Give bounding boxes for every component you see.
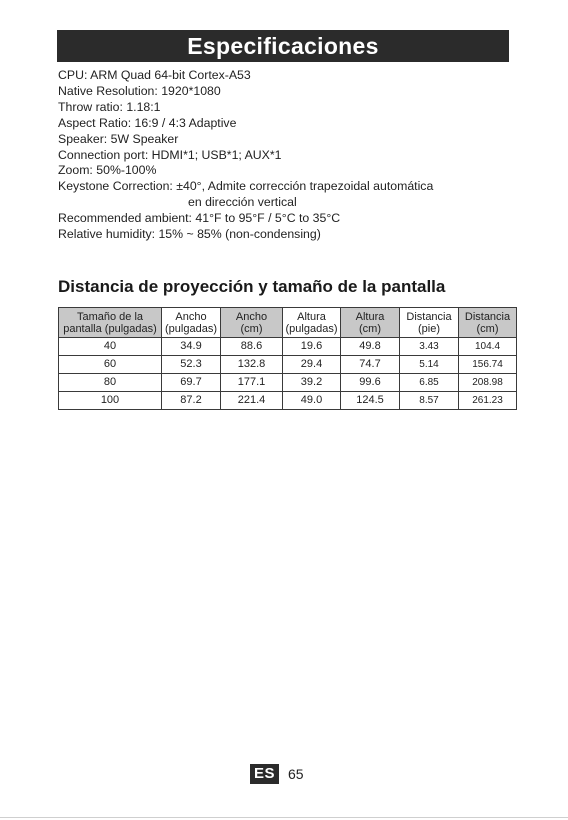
header-screen-size (59, 308, 162, 338)
table-cell: 177.1 (221, 374, 283, 392)
table-row (59, 356, 517, 374)
table-cell: 49.8 (341, 338, 400, 356)
spec-list (58, 68, 538, 243)
table-cell: 74.7 (341, 356, 400, 374)
table-cell: 39.2 (283, 374, 341, 392)
spec-keystone-line1: Keystone Correction: ±40°, Admite corrección trapezoidal automática (58, 179, 434, 194)
header-width-cm (221, 308, 283, 338)
table-cell: 104.4 (459, 338, 517, 356)
header-line: Distancia (406, 310, 452, 323)
table-cell: 8.57 (400, 392, 459, 410)
table-cell: 6.85 (400, 374, 459, 392)
table-cell: 5.14 (400, 356, 459, 374)
table-cell: 99.6 (341, 374, 400, 392)
table-cell: 60 (59, 356, 162, 374)
spec-aspect-ratio: Aspect Ratio: 16:9 / 4:3 Adaptive (58, 115, 237, 130)
header-line: Distancia (464, 310, 511, 323)
spec-resolution: Native Resolution: 1920*1080 (58, 83, 221, 98)
header-line: Ancho (175, 310, 207, 323)
table-cell: 87.2 (162, 392, 221, 410)
table-cell: 124.5 (341, 392, 400, 410)
table-cell: 261.23 (459, 392, 517, 410)
spec-throw-ratio: Throw ratio: 1.18:1 (58, 99, 161, 114)
table-header-row (59, 308, 517, 338)
table-cell: 52.3 (162, 356, 221, 374)
spec-zoom: Zoom: 50%-100% (58, 163, 157, 178)
spec-ambient: Recommended ambient: 41°F to 95°F / 5°C to 35°C (58, 211, 341, 226)
page-footer (250, 764, 304, 784)
header-line: (pulgadas) (165, 322, 217, 335)
header-width-in (162, 308, 221, 338)
bottom-divider (0, 817, 568, 818)
header-line: (cm) (359, 322, 381, 335)
header-line: (pie) (417, 322, 440, 335)
table-cell: 132.8 (221, 356, 283, 374)
table-cell: 3.43 (400, 338, 459, 356)
header-distance-cm (459, 308, 517, 338)
table-row (59, 392, 517, 410)
table-cell: 19.6 (283, 338, 341, 356)
spec-humidity: Relative humidity: 15% ~ 85% (non-condensing) (58, 227, 321, 242)
header-line: (cm) (240, 322, 263, 335)
projection-distance-table (58, 307, 517, 410)
table-cell: 88.6 (221, 338, 283, 356)
page-number: 65 (288, 766, 304, 782)
spec-cpu: CPU: ARM Quad 64-bit Cortex-A53 (58, 68, 251, 82)
header-height-in (283, 308, 341, 338)
table-cell: 100 (59, 392, 162, 410)
table-cell: 80 (59, 374, 162, 392)
table-cell: 221.4 (221, 392, 283, 410)
header-line: pantalla (pulgadas) (63, 322, 157, 335)
section-title: Distancia de proyección y tamaño de la pantalla (58, 277, 446, 296)
spec-connection-port: Connection port: HDMI*1; USB*1; AUX*1 (58, 147, 282, 162)
header-line: Altura (355, 310, 385, 323)
language-badge: ES (250, 764, 279, 784)
table-cell: 29.4 (283, 356, 341, 374)
spec-speaker: Speaker: 5W Speaker (58, 131, 179, 146)
table-cell: 69.7 (162, 374, 221, 392)
header-line: (pulgadas) (285, 322, 338, 335)
table-cell: 208.98 (459, 374, 517, 392)
table-row (59, 338, 517, 356)
table-cell: 40 (59, 338, 162, 356)
table-cell: 49.0 (283, 392, 341, 410)
table-cell: 156.74 (459, 356, 517, 374)
spec-keystone (58, 179, 538, 211)
header-height-cm (341, 308, 400, 338)
spec-keystone-line2: en dirección vertical (188, 195, 297, 210)
header-distance-ft (400, 308, 459, 338)
table-row (59, 374, 517, 392)
header-line: (cm) (476, 322, 499, 335)
header-line: Tamaño de la (76, 310, 144, 323)
header-line: Altura (297, 310, 326, 323)
table-cell: 34.9 (162, 338, 221, 356)
page-title: Especificaciones (57, 30, 509, 62)
header-line: Ancho (235, 310, 268, 323)
